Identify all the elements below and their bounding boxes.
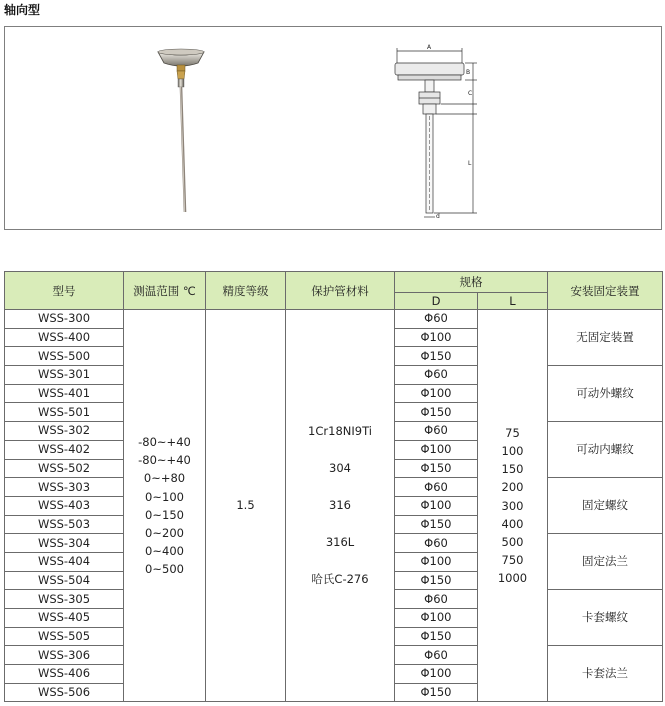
range-value: -80~+40 xyxy=(138,453,191,468)
technical-drawing xyxy=(395,48,477,217)
length-value: 300 xyxy=(501,498,524,513)
dim-label-d: d xyxy=(436,213,440,220)
length-value: 100 xyxy=(501,444,524,458)
model-cell: WSS-301 xyxy=(5,366,124,385)
length-value: 500 xyxy=(501,535,524,550)
model-cell: WSS-500 xyxy=(5,347,124,366)
diameter-cell: Φ150 xyxy=(395,347,478,366)
diameter-cell: Φ100 xyxy=(395,496,478,515)
model-cell: WSS-404 xyxy=(5,552,124,571)
model-cell: WSS-506 xyxy=(5,683,124,702)
model-cell: WSS-400 xyxy=(5,328,124,347)
range-value: 0~400 xyxy=(145,544,184,559)
diameter-cell: Φ150 xyxy=(395,459,478,478)
thermometer-illustration xyxy=(5,27,661,229)
model-cell: WSS-505 xyxy=(5,627,124,646)
dim-label-a: A xyxy=(427,44,432,51)
diameter-cell: Φ60 xyxy=(395,646,478,665)
model-cell: WSS-501 xyxy=(5,403,124,422)
model-cell: WSS-304 xyxy=(5,534,124,553)
material-value: 316L xyxy=(325,535,355,550)
model-cell: WSS-302 xyxy=(5,422,124,441)
range-value: 0~500 xyxy=(145,562,184,577)
dim-label-l: L xyxy=(468,160,472,167)
diameter-cell: Φ60 xyxy=(395,534,478,553)
mounting-cell: 可动内螺纹 xyxy=(548,422,663,478)
diameter-cell: Φ60 xyxy=(395,478,478,497)
material-value: 哈氏C-276 xyxy=(311,572,369,587)
mounting-cell: 固定螺纹 xyxy=(548,478,663,534)
mounting-cell: 固定法兰 xyxy=(548,534,663,590)
mounting-cell: 卡套螺纹 xyxy=(548,590,663,646)
dim-label-c: C xyxy=(468,90,473,97)
diameter-cell: Φ150 xyxy=(395,515,478,534)
model-cell: WSS-504 xyxy=(5,571,124,590)
diameter-cell: Φ60 xyxy=(395,366,478,385)
diameter-cell: Φ100 xyxy=(395,552,478,571)
header-l: L xyxy=(478,293,548,310)
material-cell xyxy=(286,310,395,702)
length-value: 200 xyxy=(501,480,524,495)
header-accuracy: 精度等级 xyxy=(206,272,286,310)
dim-label-b: B xyxy=(466,69,471,76)
material-value: 304 xyxy=(329,461,351,476)
mounting-cell: 无固定装置 xyxy=(548,310,663,366)
range-value: 0~150 xyxy=(145,507,184,522)
model-cell: WSS-403 xyxy=(5,496,124,515)
header-spec: 规格 xyxy=(395,272,548,293)
model-cell: WSS-303 xyxy=(5,478,124,497)
diameter-cell: Φ150 xyxy=(395,403,478,422)
header-mounting: 安装固定装置 xyxy=(548,272,663,310)
diameter-cell: Φ100 xyxy=(395,609,478,628)
model-cell: WSS-503 xyxy=(5,515,124,534)
model-cell: WSS-405 xyxy=(5,609,124,628)
product-figure xyxy=(4,26,662,230)
diameter-cell: Φ100 xyxy=(395,328,478,347)
model-cell: WSS-306 xyxy=(5,646,124,665)
diameter-cell: Φ150 xyxy=(395,627,478,646)
diameter-cell: Φ150 xyxy=(395,683,478,702)
model-cell: WSS-502 xyxy=(5,459,124,478)
model-cell: WSS-305 xyxy=(5,590,124,609)
mounting-cell: 可动外螺纹 xyxy=(548,366,663,422)
table-row xyxy=(5,310,663,329)
diameter-cell: Φ100 xyxy=(395,665,478,684)
range-value: 0~200 xyxy=(145,525,184,540)
accuracy-cell: 1.5 xyxy=(206,310,286,702)
model-cell: WSS-402 xyxy=(5,440,124,459)
length-value: 1000 xyxy=(497,571,528,586)
thermometer-photo xyxy=(158,49,204,212)
spec-table xyxy=(4,271,663,702)
header-range: 测温范围 ℃ xyxy=(124,272,206,310)
mounting-cell: 卡套法兰 xyxy=(548,646,663,702)
header-model: 型号 xyxy=(5,272,124,310)
diameter-cell: Φ60 xyxy=(395,590,478,609)
length-value: 75 xyxy=(505,425,520,440)
model-cell: WSS-401 xyxy=(5,384,124,403)
material-value: 1Cr18NI9Ti xyxy=(308,424,372,439)
length-value: 150 xyxy=(501,462,524,477)
material-value: 316 xyxy=(329,498,351,513)
diameter-cell: Φ60 xyxy=(395,310,478,329)
model-cell: WSS-406 xyxy=(5,665,124,684)
length-value: 750 xyxy=(501,553,524,568)
range-cell xyxy=(124,310,206,702)
diameter-cell: Φ150 xyxy=(395,571,478,590)
length-cell xyxy=(478,310,548,702)
model-cell: WSS-300 xyxy=(5,310,124,329)
diameter-cell: Φ100 xyxy=(395,440,478,459)
header-material: 保护管材料 xyxy=(286,272,395,310)
range-value: 0~100 xyxy=(145,489,184,504)
diameter-cell: Φ100 xyxy=(395,384,478,403)
page-title: 轴向型 xyxy=(4,3,41,17)
diameter-cell: Φ60 xyxy=(395,422,478,441)
range-value: -80~+40 xyxy=(138,434,191,449)
header-d: D xyxy=(395,293,478,310)
range-value: 0~+80 xyxy=(143,471,186,486)
length-value: 400 xyxy=(501,516,524,531)
